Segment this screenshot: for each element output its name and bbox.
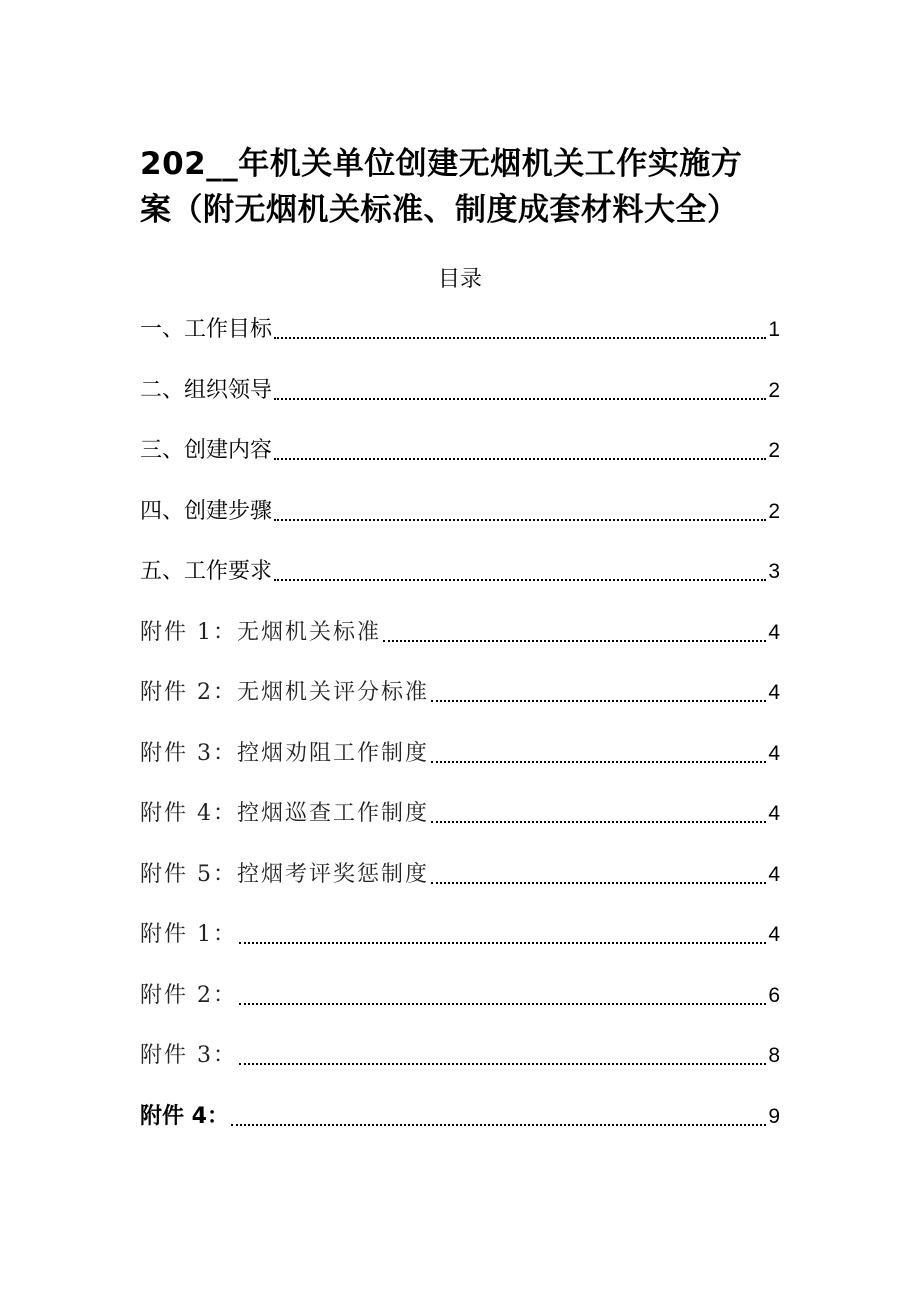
toc-entry-appendix-5[interactable] [140, 857, 780, 893]
toc-entry-label: 五、工作要求 [140, 559, 273, 584]
toc-heading: 目录 [437, 267, 482, 292]
toc-entry-appendix-4[interactable] [140, 796, 780, 832]
toc-entry-work-goal[interactable] [140, 312, 780, 348]
toc-dot-leader [274, 398, 766, 400]
toc-entry-appendix-2[interactable] [140, 675, 780, 711]
toc-dot-leader [431, 821, 766, 823]
toc-dot-leader [431, 761, 766, 763]
toc-entry-label: 附件 1： [140, 922, 237, 947]
toc-entry-label: 附件 2：无烟机关评分标准 [140, 680, 429, 705]
toc-entry-appendix-2-body[interactable] [140, 978, 780, 1014]
document-title-line-2: 案（附无烟机关标准、制度成套材料大全） [140, 192, 739, 228]
toc-entry-page: 4 [768, 742, 780, 765]
toc-dot-leader [274, 337, 766, 339]
toc-entry-appendix-4-body[interactable] [140, 1099, 780, 1135]
toc-entry-label: 附件 3：控烟劝阻工作制度 [140, 741, 429, 766]
toc-entry-page: 4 [768, 923, 780, 946]
toc-entry-label: 四、创建步骤 [140, 499, 273, 524]
toc-entry-page: 8 [768, 1044, 780, 1067]
toc-dot-leader [239, 1063, 766, 1065]
toc-dot-leader [383, 640, 766, 642]
toc-entry-label: 附件 3： [140, 1043, 237, 1068]
toc-entry-page: 2 [768, 500, 780, 523]
toc-entry-page: 4 [768, 802, 780, 825]
toc-entry-page: 6 [768, 984, 780, 1007]
toc-entry-appendix-1[interactable] [140, 615, 780, 651]
toc-entry-label: 三、创建内容 [140, 438, 273, 463]
toc-entry-page: 3 [768, 560, 780, 583]
toc-dot-leader [431, 700, 766, 702]
toc-dot-leader [239, 1003, 766, 1005]
toc-entry-requirements[interactable] [140, 554, 780, 590]
toc-dot-leader [274, 458, 766, 460]
toc-entry-appendix-3-body[interactable] [140, 1038, 780, 1074]
toc-dot-leader [274, 579, 766, 581]
toc-entry-page: 2 [768, 379, 780, 402]
toc-entry-label: 附件 1：无烟机关标准 [140, 620, 381, 645]
toc-entry-organization[interactable] [140, 373, 780, 409]
toc-entry-page: 4 [768, 621, 780, 644]
toc-entry-page: 4 [768, 863, 780, 886]
toc-entry-page: 4 [768, 681, 780, 704]
toc-dot-leader [239, 942, 766, 944]
toc-dot-leader [431, 882, 766, 884]
document-title-line-1: 202__年机关单位创建无烟机关工作实施方 [140, 146, 743, 182]
toc-entry-label: 附件 4：控烟巡查工作制度 [140, 801, 429, 826]
toc-dot-leader [231, 1124, 766, 1126]
toc-entry-label: 附件 2： [140, 983, 237, 1008]
toc-entry-label: 二、组织领导 [140, 378, 273, 403]
toc-entry-label: 附件 4： [140, 1104, 229, 1129]
toc-entry-content[interactable] [140, 433, 780, 469]
toc-entry-appendix-3[interactable] [140, 736, 780, 772]
toc-entry-page: 2 [768, 439, 780, 462]
toc-entry-page: 9 [768, 1105, 780, 1128]
toc-entry-label: 一、工作目标 [140, 317, 273, 342]
toc-entry-appendix-1-body[interactable] [140, 917, 780, 953]
toc-entry-page: 1 [768, 318, 780, 341]
toc-entry-label: 附件 5：控烟考评奖惩制度 [140, 862, 429, 887]
toc-dot-leader [274, 519, 766, 521]
toc-entry-steps[interactable] [140, 494, 780, 530]
